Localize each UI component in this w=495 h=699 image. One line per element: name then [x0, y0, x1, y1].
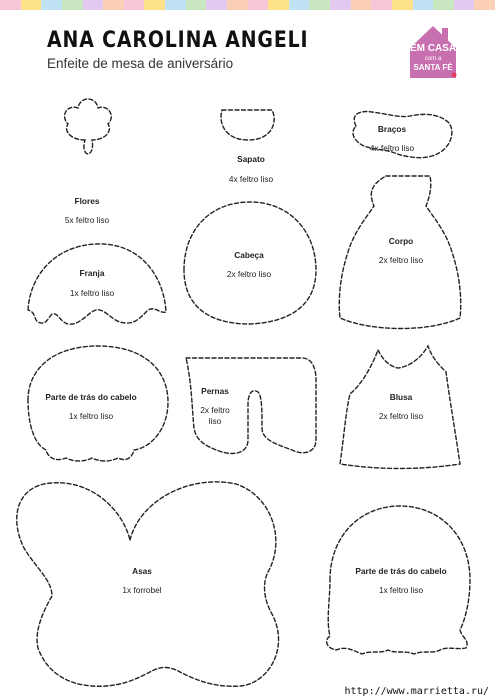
flores-name: Flores [74, 196, 100, 206]
bracos-name: Braços [377, 124, 407, 134]
page-title: ANA CAROLINA ANGELI [47, 28, 309, 53]
pernas-name: Pernas [201, 386, 229, 396]
label-asas [112, 566, 172, 596]
label-bracos [362, 124, 422, 154]
cabelo-2-name: Parte de trás do cabelo [355, 566, 447, 576]
label-blusa [368, 392, 434, 422]
asas-qty: 1x forrobel [122, 585, 162, 595]
cabeca-qty: 2x feltro liso [226, 269, 272, 279]
label-flores [62, 196, 112, 226]
blusa-qty: 2x feltro liso [378, 411, 424, 421]
label-sapato [218, 154, 284, 185]
sapato-shape [221, 110, 274, 140]
sapato-name: Sapato [237, 154, 265, 164]
franja-qty: 1x feltro liso [69, 288, 115, 298]
sapato-qty: 4x feltro liso [228, 174, 274, 184]
cabelo-1-qty: 1x feltro liso [68, 411, 114, 421]
blusa-name: Blusa [389, 392, 413, 402]
cabelo-2-qty: 1x feltro liso [378, 585, 424, 595]
label-pernas [192, 386, 238, 427]
page-subtitle: Enfeite de mesa de aniversário [47, 56, 234, 71]
label-corpo [368, 236, 434, 266]
logo-line-1: EM CASA [409, 43, 457, 54]
pernas-qty-2: liso [208, 416, 222, 426]
bracos-qty: 4x feltro liso [369, 143, 415, 153]
corpo-name: Corpo [388, 236, 414, 246]
label-franja [60, 268, 124, 299]
label-cabelo-2 [346, 566, 456, 596]
cabelo-1-name: Parte de trás do cabelo [45, 392, 137, 402]
label-cabeca [216, 250, 282, 280]
flower-shape [65, 99, 112, 154]
logo-line-3: SANTA FÉ [413, 63, 453, 72]
cabeca-name: Cabeça [234, 250, 264, 260]
asas-name: Asas [132, 566, 152, 576]
logo-line-2: com a [424, 56, 442, 62]
source-url: http://www.marrietta.ru/ [344, 686, 489, 697]
label-cabelo-1 [36, 392, 146, 422]
franja-name: Franja [79, 268, 105, 278]
corpo-qty: 2x feltro liso [378, 255, 424, 265]
pernas-qty-1: 2x feltro [200, 405, 230, 415]
flores-qty: 5x feltro liso [64, 215, 110, 225]
